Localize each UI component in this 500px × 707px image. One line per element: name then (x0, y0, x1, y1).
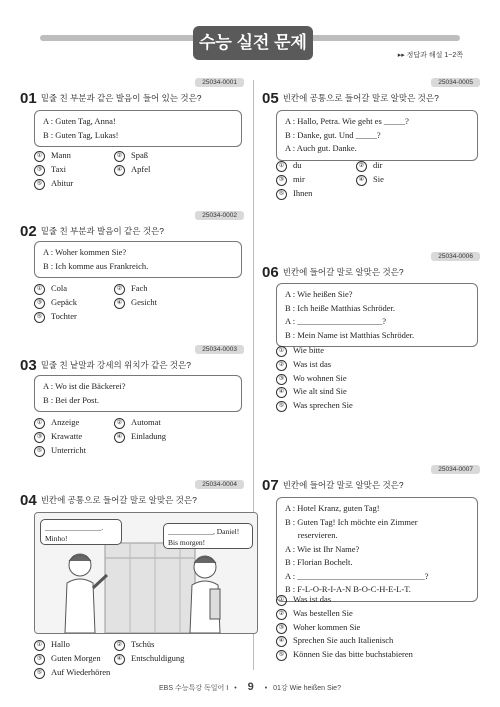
options (276, 158, 436, 200)
dialog-line: A : Guten Tag, Anna! (43, 116, 116, 126)
question-01 (20, 78, 244, 188)
option-5[interactable]: ⑤ Können Sie das bitte buchstabieren (276, 648, 413, 662)
page-title: 수능 실전 문제 (193, 26, 313, 60)
option-1[interactable]: ① du (276, 158, 356, 172)
option-3[interactable]: ③ Gepäck (34, 295, 114, 309)
dialog-line: B : Ich komme aus Frankreich. (43, 260, 149, 271)
option-4[interactable]: ④ Wie alt sind Sie (276, 385, 353, 399)
option-3[interactable]: ③ Krawatte (34, 429, 114, 443)
options (34, 415, 194, 457)
option-2[interactable]: ② Spaß (114, 148, 194, 162)
question-id: 25034-0001 (195, 78, 244, 87)
options (34, 637, 194, 679)
options (276, 344, 353, 413)
question-prompt: 04 빈칸에 공통으로 들어갈 말로 알맞은 것은? (20, 492, 197, 509)
dialog-line: A : Hallo, Petra. Wie geht es _____? (285, 116, 409, 126)
option-5[interactable]: ⑤ Abitur (34, 176, 114, 190)
question-prompt: 06 빈칸에 들어갈 말로 알맞은 것은? (262, 264, 404, 281)
options (34, 281, 194, 323)
dialog-line: B : Danke, gut. Und _____? (285, 129, 381, 140)
dialog-line: A : Wie heißen Sie? (285, 289, 353, 299)
option-4[interactable]: ④ Apfel (114, 162, 194, 176)
option-5[interactable]: ⑤ Ihnen (276, 186, 356, 200)
option-2[interactable]: ② Was bestellen Sie (276, 607, 413, 621)
dialog-line: A : Wie ist Ihr Name? (285, 543, 360, 554)
question-05 (262, 78, 480, 203)
option-3[interactable]: ③ Woher kommen Sie (276, 621, 413, 635)
option-2[interactable]: ② Automat (114, 415, 194, 429)
dialog-line: B : Guten Tag! Ich möchte ein Zimmer (285, 516, 418, 527)
option-5[interactable]: ⑤ Auf Wiederhören (34, 665, 114, 679)
dialog-line: B : Florian Bochelt. (285, 557, 353, 567)
question-prompt: 03 밑줄 친 낱말과 강세의 위치가 같은 것은? (20, 357, 191, 374)
dialog-box (34, 110, 242, 147)
dialog-line: B : Mein Name ist Matthias Schröder. (285, 329, 415, 340)
dialog-box (276, 283, 478, 347)
question-prompt: 05 빈칸에 공통으로 들어갈 말로 알맞은 것은? (262, 90, 439, 107)
question-id: 25034-0005 (431, 78, 480, 87)
question-prompt: 01 밑줄 친 부분과 같은 발음이 들어 있는 것은? (20, 90, 202, 107)
option-3[interactable]: ③ mir (276, 172, 356, 186)
option-2[interactable]: ② Tschüs (114, 637, 194, 651)
page-number: 9 (247, 681, 254, 693)
dialog-line: B : Ich heiße Matthias Schröder. (285, 302, 396, 313)
speech-bubble-right: ____________, Daniel! Bis morgen! (163, 523, 253, 549)
dialog-line: B : Guten Tag, Lukas! (43, 129, 119, 140)
dialog-line: A : Hotel Kranz, guten Tag! (285, 503, 380, 513)
option-1[interactable]: ① Hallo (34, 637, 114, 651)
question-id: 25034-0002 (195, 211, 244, 220)
dialog-line: A : Wo ist die Bäckerei? (43, 381, 126, 391)
question-prompt: 07 빈칸에 들어갈 말로 알맞은 것은? (262, 477, 404, 494)
footer-chapter-title: 01강 Wie heißen Sie? (273, 685, 341, 692)
question-06 (262, 252, 480, 417)
answer-reference: ▸▸ 정답과 해설 1~2쪽 (397, 52, 463, 59)
illustration (34, 512, 258, 634)
question-02 (20, 211, 244, 326)
question-03 (20, 345, 244, 460)
option-1[interactable]: ① Wie bitte (276, 344, 353, 358)
question-id: 25034-0003 (195, 345, 244, 354)
footer-book-title: EBS 수능특강 독일어 Ⅰ (159, 685, 229, 692)
speech-bubble-left: _______________. Minho! (40, 519, 122, 545)
option-5[interactable]: ⑤ Was sprechen Sie (276, 399, 353, 413)
option-5[interactable]: ⑤ Tochter (34, 309, 114, 323)
dialog-box (276, 497, 478, 602)
dialog-line: reservieren. (285, 530, 338, 540)
options (276, 593, 413, 662)
option-3[interactable]: ③ Taxi (34, 162, 114, 176)
question-prompt: 02 밑줄 친 부분과 발음이 같은 것은? (20, 223, 164, 240)
dialog-line: B : Bei der Post. (43, 394, 99, 405)
options (34, 148, 194, 190)
option-3[interactable]: ③ Guten Morgen (34, 651, 114, 665)
option-2[interactable]: ② dir (356, 158, 436, 172)
dialog-line: B : F-L-O-R-I-A-N B-O-C-H-E-L-T. (285, 584, 411, 594)
question-04 (20, 480, 244, 677)
dialog-line: A : Woher kommen Sie? (43, 247, 127, 257)
option-1[interactable]: ① Was ist das (276, 593, 413, 607)
question-07 (262, 465, 480, 670)
dialog-box (34, 241, 242, 278)
option-3[interactable]: ③ Wo wohnen Sie (276, 372, 353, 386)
option-2[interactable]: ② Was ist das (276, 358, 353, 372)
dialog-box (34, 375, 242, 412)
dialog-box (276, 110, 478, 161)
option-4[interactable]: ④ Einladung (114, 429, 194, 443)
option-4[interactable]: ④ Sprechen Sie auch Italienisch (276, 634, 413, 648)
option-1[interactable]: ① Mann (34, 148, 114, 162)
option-5[interactable]: ⑤ Unterricht (34, 443, 114, 457)
dialog-line: A : ____________________? (285, 316, 387, 326)
dialog-line: A : Auch gut. Danke. (285, 143, 357, 153)
option-1[interactable]: ① Cola (34, 281, 114, 295)
question-id: 25034-0004 (195, 480, 244, 489)
option-4[interactable]: ④ Gesicht (114, 295, 194, 309)
option-4[interactable]: ④ Sie (356, 172, 436, 186)
dialog-line: A : ______________________________? (285, 570, 429, 581)
option-1[interactable]: ① Anzeige (34, 415, 114, 429)
option-4[interactable]: ④ Entschuldigung (114, 651, 194, 665)
question-id: 25034-0006 (431, 252, 480, 261)
marker: ① (34, 151, 45, 162)
question-id: 25034-0007 (431, 465, 480, 474)
page-footer: EBS 수능특강 독일어 Ⅰ • 9 • 01강 Wie heißen Sie? (159, 681, 341, 693)
option-2[interactable]: ② Fach (114, 281, 194, 295)
